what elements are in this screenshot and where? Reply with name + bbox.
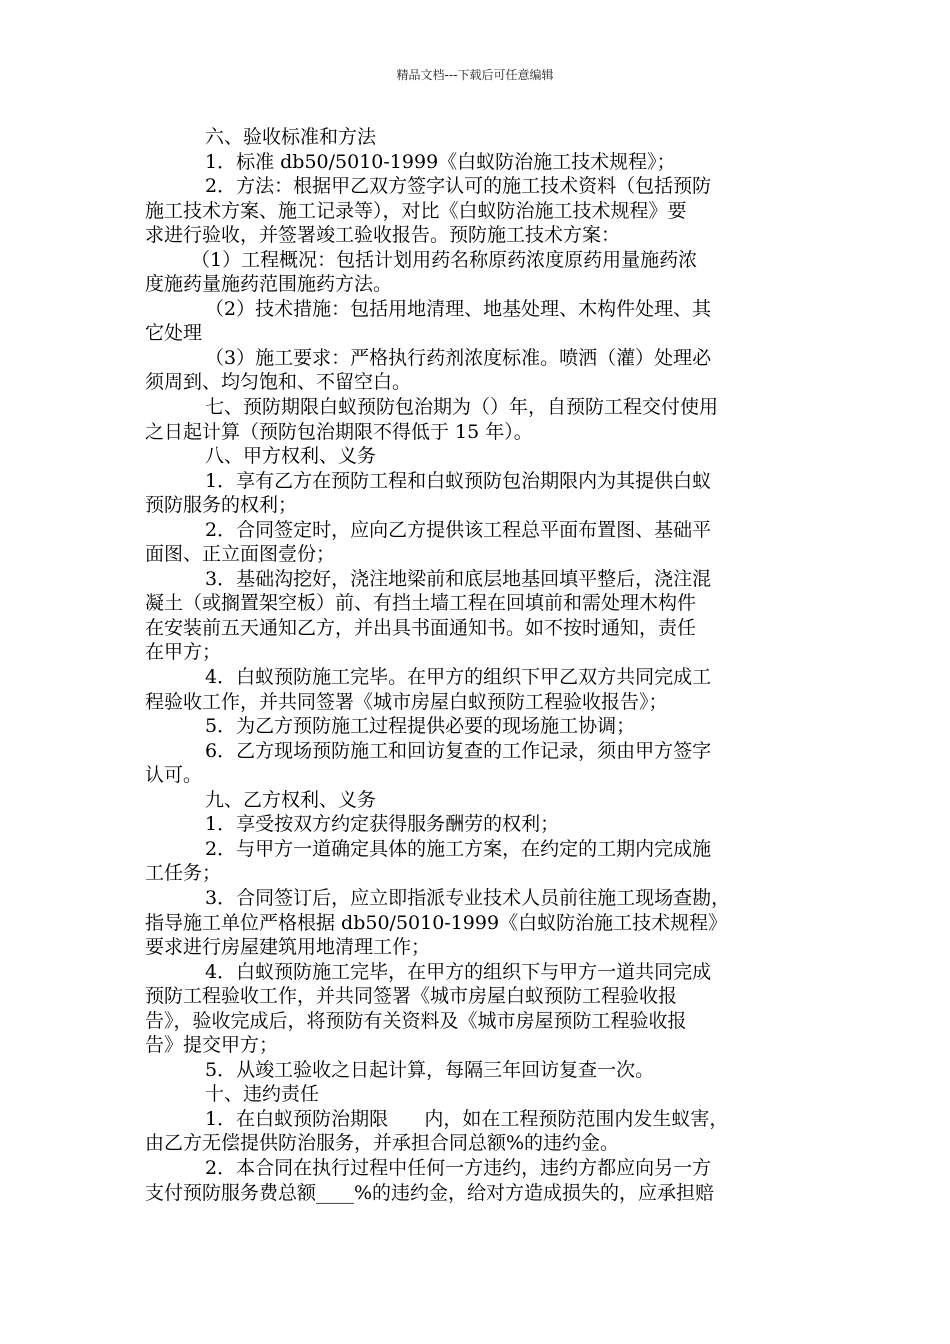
text-line: 4．白蚁预防施工完毕。在甲方的组织下甲乙双方共同完成工: [205, 666, 712, 689]
text-line: 须周到、均匀饱和、不留空白。: [145, 371, 412, 394]
text-line: 1．在白蚁预防治期限 内，如在工程预防范围内发生蚁害，: [205, 1107, 729, 1130]
text-line: 七、预防期限白蚁预防包治期为（）年，自预防工程交付使用: [205, 396, 719, 419]
text-line: 1．标准 db50/5010-1999《白蚁防治施工技术规程》；: [205, 150, 676, 173]
text-line: （3）施工要求：严格执行药剂浓度标准。喷洒（灌）处理必: [205, 346, 712, 369]
text-line: 预防工程验收工作，并共同签署《城市房屋白蚁预防工程验收报: [145, 985, 678, 1008]
text-line: 认可。: [145, 764, 203, 787]
text-line: 1．享受按双方约定获得服务酬劳的权利；: [205, 813, 560, 836]
text-line: 2．合同签定时，应向乙方提供该工程总平面布置图、基础平: [205, 518, 712, 541]
text-line: 告》提交甲方；: [145, 1034, 279, 1057]
text-line: 5．从竣工验收之日起计算，每隔三年回访复查一次。: [205, 1058, 655, 1081]
text-line: 2．与甲方一道确定具体的施工方案，在约定的工期内完成施: [205, 837, 712, 860]
text-line: 度施药量施药范围施药方法。: [145, 273, 393, 296]
text-line: 在安装前五天通知乙方，并出具书面通知书。如不按时通知，责任: [145, 616, 697, 639]
text-line: 要求进行房屋建筑用地清理工作；: [145, 936, 431, 959]
text-line: 指导施工单位严格根据 db50/5010-1999《白蚁防治施工技术规程》: [145, 911, 728, 934]
text-line: 它处理: [145, 322, 203, 345]
page-header: 精品文档---下载后可任意编辑: [396, 68, 554, 82]
text-line: 2．本合同在执行过程中任何一方违约，违约方都应向另一方: [205, 1156, 712, 1179]
text-line: 求进行验收，并签署竣工验收报告。预防施工技术方案：: [145, 224, 621, 247]
text-line: 5．为乙方预防施工过程提供必要的现场施工协调；: [205, 715, 636, 738]
text-line: 4．白蚁预防施工完毕，在甲方的组织下与甲方一道共同完成: [205, 960, 712, 983]
text-line: 之日起计算（预防包治期限不得低于 15 年）。: [145, 420, 533, 443]
text-line: 程验收工作，并共同签署《城市房屋白蚁预防工程验收报告》；: [145, 690, 668, 713]
text-line: 施工技术方案、施工记录等），对比《白蚁防治施工技术规程》要: [145, 199, 687, 222]
text-line: 十、违约责任: [205, 1083, 320, 1106]
text-line: 2．方法：根据甲乙双方签字认可的施工技术资料（包括预防: [205, 175, 712, 198]
text-line: 在甲方；: [145, 641, 222, 664]
text-line: 九、乙方权利、义务: [205, 788, 377, 811]
text-line: 3．合同签订后，应立即指派专业技术人员前往施工现场查勘，: [205, 886, 731, 909]
text-line: 3．基础沟挖好，浇注地梁前和底层地基回填平整后，浇注混: [205, 567, 712, 590]
text-line: 预防服务的权利；: [145, 494, 298, 517]
text-line: 面图、正立面图壹份；: [145, 543, 336, 566]
text-line: 6．乙方现场预防施工和回访复查的工作记录，须由甲方签字: [205, 739, 712, 762]
text-line: （2）技术措施：包括用地清理、地基处理、木构件处理、其: [205, 297, 712, 320]
text-line: 凝土（或搁置架空板）前、有挡土墙工程在回填前和需处理木构件: [145, 592, 697, 615]
text-line: 支付预防服务费总额____%的违约金，给对方造成损失的，应承担赔: [145, 1181, 715, 1204]
text-line: 由乙方无偿提供防治服务，并承担合同总额%的违约金。: [145, 1132, 620, 1155]
text-line: 告》，验收完成后，将预防有关资料及《城市房屋预防工程验收报: [145, 1009, 687, 1032]
text-line: 工任务；: [145, 862, 222, 885]
document-body: [145, 125, 811, 1205]
text-line: （1）工程概况：包括计划用药名称原药浓度原药用量施药浓: [191, 248, 698, 271]
text-line: 八、甲方权利、义务: [205, 445, 377, 468]
text-line: 1．享有乙方在预防工程和白蚁预防包治期限内为其提供白蚁: [205, 469, 712, 492]
text-line: 六、验收标准和方法: [205, 126, 377, 148]
